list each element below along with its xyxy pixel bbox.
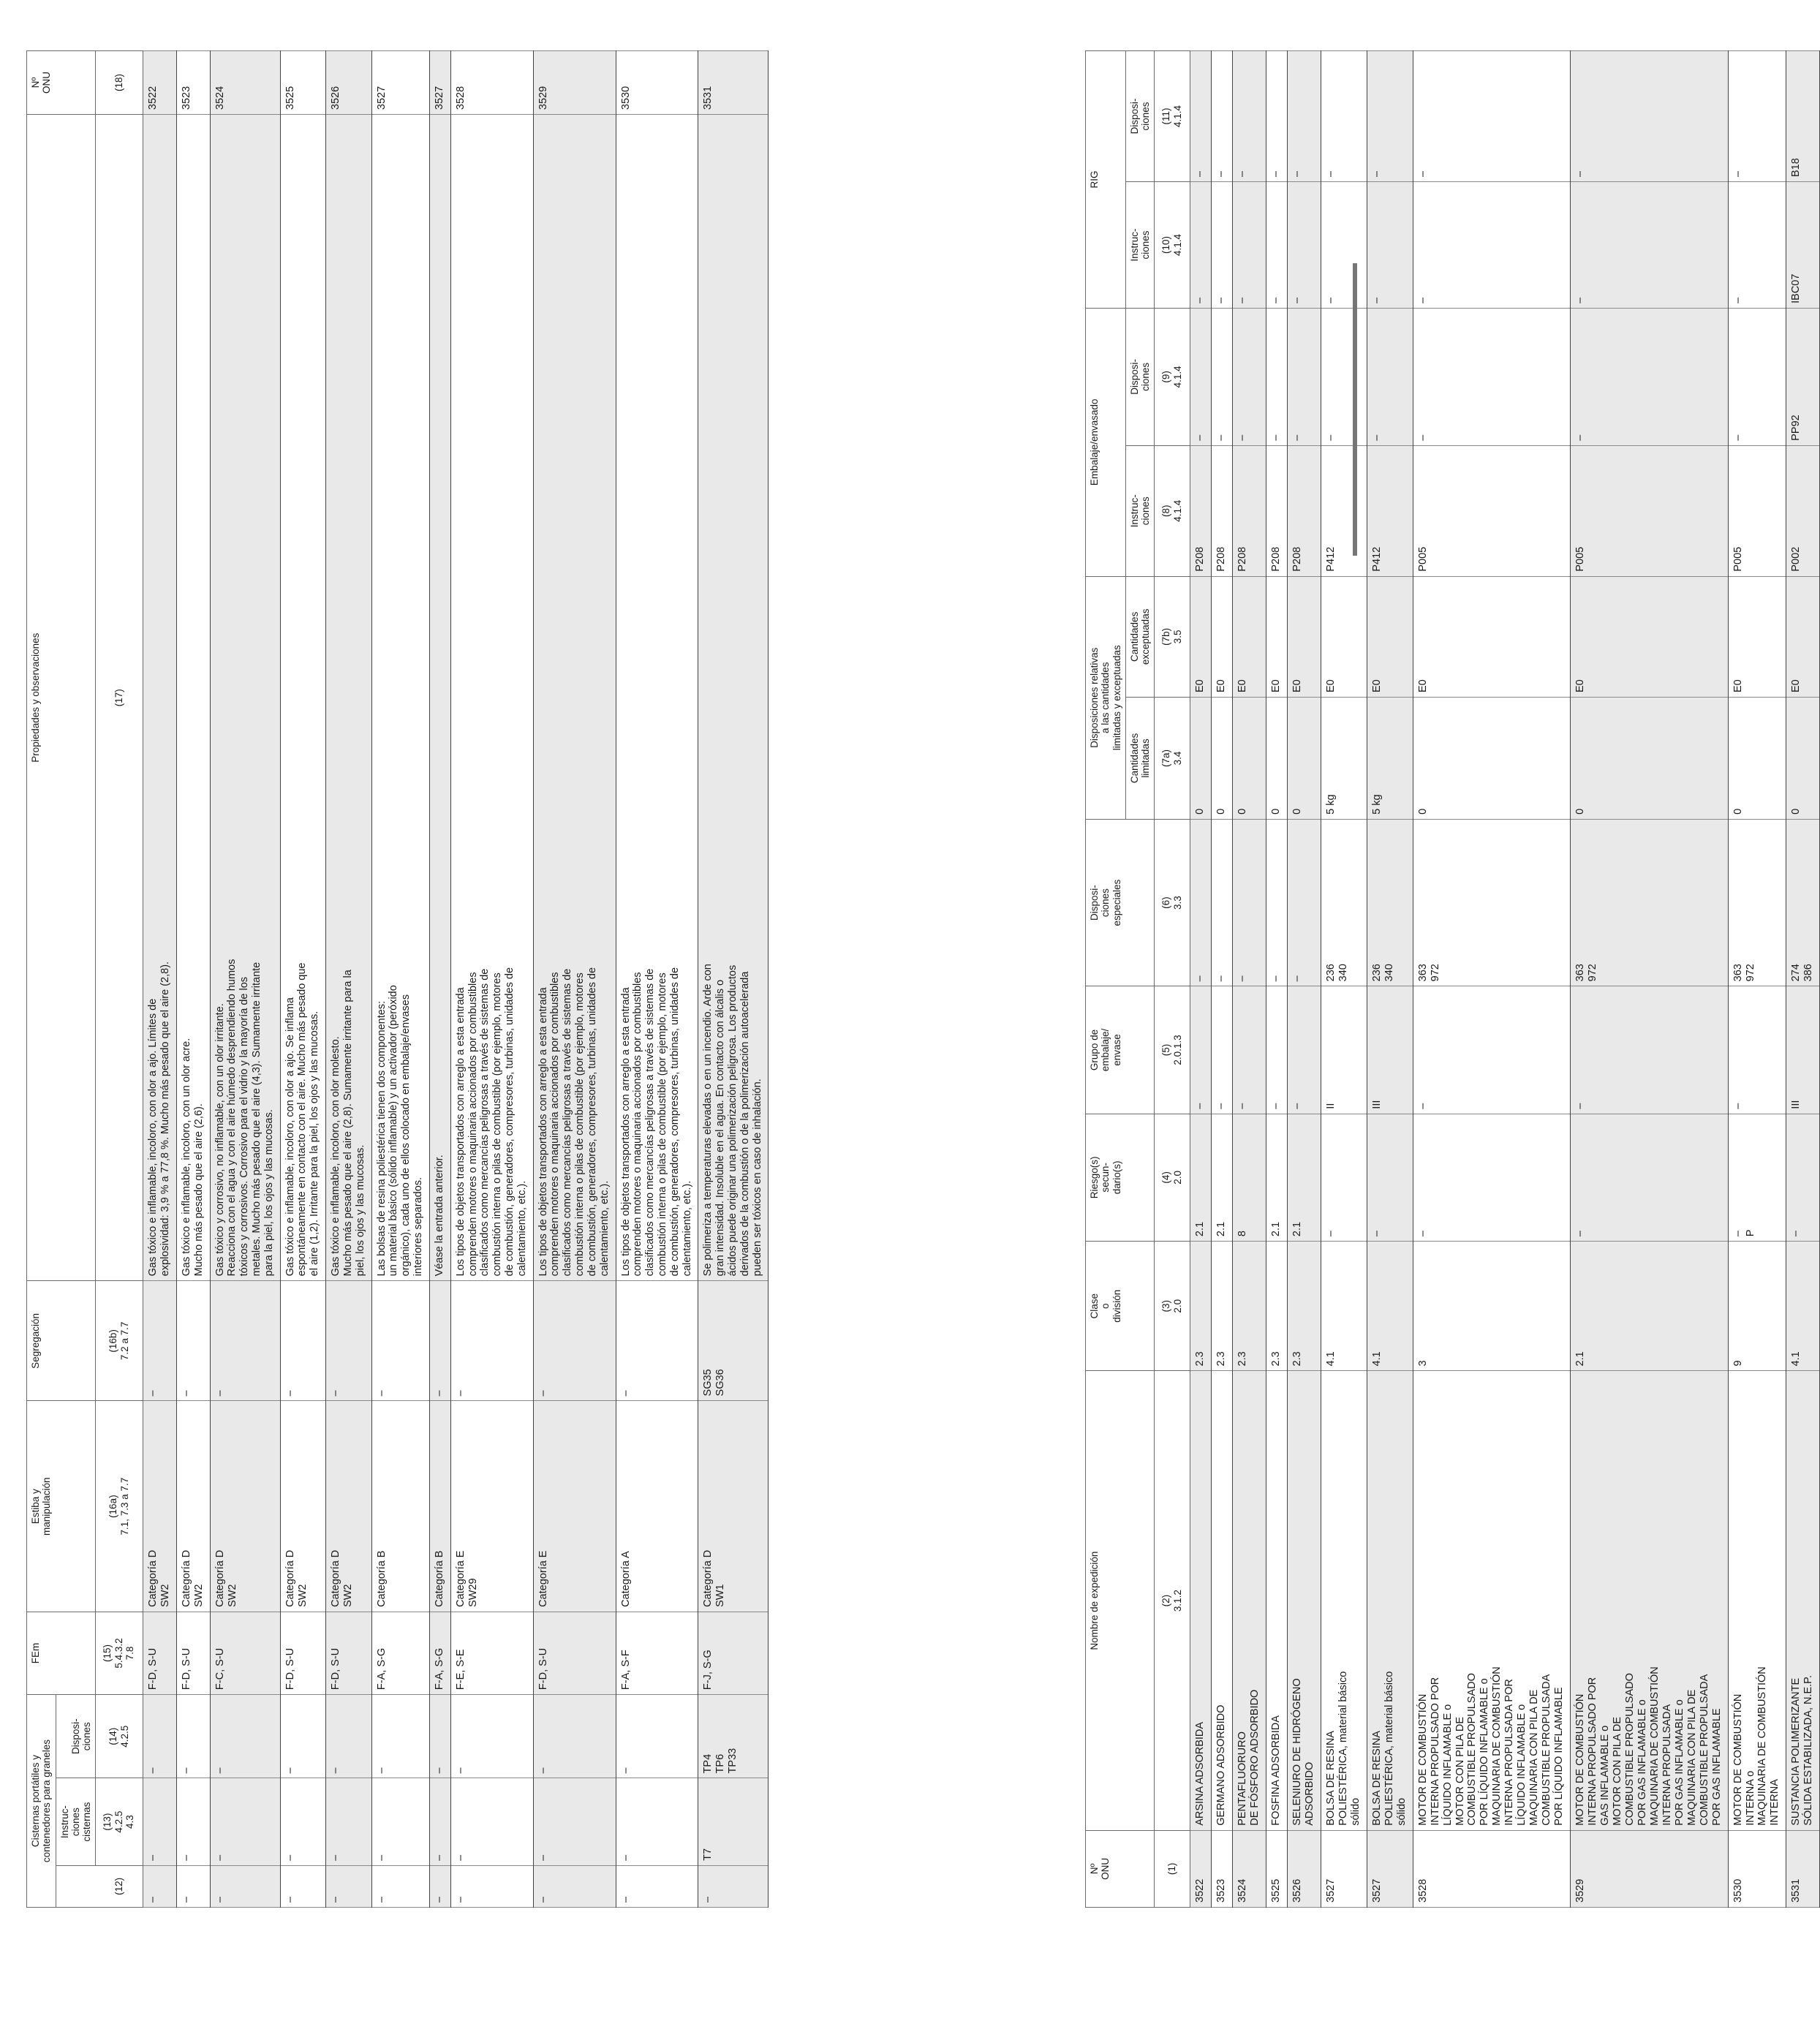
right_table-column-ref: (15) 5.4.3.2 7.8 bbox=[96, 1612, 143, 1694]
packing-provision-cell: – bbox=[1266, 308, 1288, 445]
tank-column-12-cell: – bbox=[429, 1865, 450, 1907]
right_table-column-ref: (17) bbox=[96, 115, 143, 1281]
special-provisions-cell: – bbox=[1233, 819, 1266, 986]
table-row bbox=[450, 51, 533, 1908]
shipping-name-cell: BOLSA DE RESINA POLIESTÉRICA, material básico sólido bbox=[1321, 1371, 1367, 1830]
class-cell: 2.3 bbox=[1190, 1242, 1212, 1371]
un-number-cell: 3524 bbox=[210, 51, 280, 115]
header-shipping-name: Nombre de expedición bbox=[1086, 1371, 1155, 1830]
tank-column-12-cell: – bbox=[210, 1865, 280, 1907]
table-row bbox=[1288, 51, 1321, 1908]
left_table-column-ref: (7b) 3.5 bbox=[1155, 576, 1190, 697]
packing-instruction-cell: P005 bbox=[1413, 445, 1570, 576]
packing-instruction-cell: P412 bbox=[1321, 445, 1367, 576]
packing-provision-cell: – bbox=[1212, 308, 1233, 445]
un-number-cell: 3527 bbox=[1321, 1830, 1367, 1907]
shipping-name-cell: SUSTANCIA POLIMERIZANTE SÓLIDA ESTABILIZADA, N.E.P. bbox=[1786, 1371, 1820, 1830]
un-number-cell: 3529 bbox=[533, 51, 616, 115]
table-row bbox=[1321, 51, 1367, 1908]
subsidiary-risk-cell: 2.1 bbox=[1190, 1114, 1212, 1241]
tank-instruction-cell: – bbox=[429, 1778, 450, 1865]
ems-code-cell: F-A, S-G bbox=[429, 1612, 450, 1694]
header-limited-excepted: Disposiciones relativas a las cantidades limitadas y exceptuadas bbox=[1086, 576, 1126, 819]
un-number-cell: 3530 bbox=[1728, 1830, 1786, 1907]
left_table-column-ref: (4) 2.0 bbox=[1155, 1114, 1190, 1241]
header-ibc: RIG bbox=[1086, 51, 1126, 309]
shipping-name-cell: MOTOR DE COMBUSTIÓN INTERNA o MAQUINARIA DE COMBUSTIÓN INTERNA bbox=[1728, 1371, 1786, 1830]
table-row bbox=[1190, 51, 1212, 1908]
excepted-quantity-cell: E0 bbox=[1212, 576, 1233, 697]
un-number-cell: 3527 bbox=[1367, 1830, 1413, 1907]
tank-instruction-cell: – bbox=[326, 1778, 371, 1865]
ibc-instruction-cell: – bbox=[1233, 182, 1266, 309]
un-number-cell: 3527 bbox=[371, 51, 429, 115]
ibc-provision-cell: – bbox=[1233, 51, 1266, 182]
excepted-quantity-cell: E0 bbox=[1571, 576, 1728, 697]
tank-instruction-cell: – bbox=[616, 1778, 698, 1865]
properties-cell: Los tipos de objetos transportados con arreglo a esta entrada comprenden motores o maquinaria accionados por combustibles clasificados como mercancías peligrosas a través de sistemas de combustión interna o pilas de combustible (por ejemplo, motores de combustión, generadores, compresores, turbinas, unidades de calentamiento, etc.). bbox=[616, 115, 698, 1281]
ibc-provision-cell: – bbox=[1266, 51, 1288, 182]
header-segregation: Segregación bbox=[27, 1281, 96, 1401]
page-edge-bar bbox=[1353, 263, 1357, 556]
shipping-name-cell: SELENIURO DE HIDRÓGENO ADSORBIDO bbox=[1288, 1371, 1321, 1830]
class-cell: 4.1 bbox=[1321, 1242, 1367, 1371]
packing-group-cell: – bbox=[1233, 986, 1266, 1114]
header-packing: Embalaje/envasado bbox=[1086, 308, 1126, 576]
left_table-column-ref: (6) 3.3 bbox=[1155, 819, 1190, 986]
subsidiary-risk-cell: – bbox=[1786, 1114, 1820, 1241]
ibc-provision-cell: – bbox=[1321, 51, 1367, 182]
segregation-cell: – bbox=[429, 1281, 450, 1401]
segregation-cell: – bbox=[210, 1281, 280, 1401]
packing-group-cell: II bbox=[1321, 986, 1367, 1114]
class-cell: 4.1 bbox=[1367, 1242, 1413, 1371]
packing-provision-cell: – bbox=[1233, 308, 1266, 445]
ibc-provision-cell: – bbox=[1728, 51, 1786, 182]
ibc-provision-cell: B18 bbox=[1786, 51, 1820, 182]
shipping-name-cell: PENTAFLUORURO DE FÓSFORO ADSORBIDO bbox=[1233, 1371, 1266, 1830]
packing-instruction-cell: P002 bbox=[1786, 445, 1820, 576]
properties-cell: Gas tóxico e inflamable, incoloro, con olor a ajo. Límites de explosividad: 3,9 % a 77,8 %. Mucho más pesado que el aire (2,8). bbox=[143, 115, 176, 1281]
limited-quantity-cell: 0 bbox=[1786, 698, 1820, 820]
packing-instruction-cell: P208 bbox=[1190, 445, 1212, 576]
un-number-cell: 3529 bbox=[1571, 1830, 1728, 1907]
special-provisions-cell: 236 340 bbox=[1321, 819, 1367, 986]
ems-code-cell: F-A, S-F bbox=[616, 1612, 698, 1694]
subsidiary-risk-cell: 2.1 bbox=[1288, 1114, 1321, 1241]
properties-cell: Las bolsas de resina poliestérica tienen dos componentes: un material básico (sólido inflamable) y un activador (peróxido orgánico), cada uno de ellos colocado en embalaje/envases interiores separados. bbox=[371, 115, 429, 1281]
table-row bbox=[1571, 51, 1728, 1908]
table-row bbox=[616, 51, 698, 1908]
properties-cell: Véase la entrada anterior. bbox=[429, 115, 450, 1281]
class-cell: 2.3 bbox=[1288, 1242, 1321, 1371]
tank-instruction-cell: – bbox=[143, 1778, 176, 1865]
un-number-cell: 3523 bbox=[1212, 1830, 1233, 1907]
left_table-column-ref: (1) bbox=[1155, 1830, 1190, 1907]
subsidiary-risk-cell: 2.1 bbox=[1266, 1114, 1288, 1241]
special-provisions-cell: 363 972 bbox=[1728, 819, 1786, 986]
ibc-instruction-cell: – bbox=[1367, 182, 1413, 309]
packing-provision-cell: – bbox=[1288, 308, 1321, 445]
ibc-instruction-cell: – bbox=[1212, 182, 1233, 309]
subsidiary-risk-cell: – bbox=[1413, 1114, 1570, 1241]
ibc-provision-cell: – bbox=[1190, 51, 1212, 182]
shipping-name-cell: GERMANO ADSORBIDO bbox=[1212, 1371, 1233, 1830]
limited-quantity-cell: 0 bbox=[1212, 698, 1233, 820]
special-provisions-cell: 236 340 bbox=[1367, 819, 1413, 986]
stowage-cell: Categoría D SW2 bbox=[280, 1401, 325, 1612]
special-provisions-cell: – bbox=[1288, 819, 1321, 986]
tank-instruction-cell: – bbox=[280, 1778, 325, 1865]
header-tank-instructions: Instruc- ciones cisternas bbox=[56, 1778, 96, 1865]
excepted-quantity-cell: E0 bbox=[1288, 576, 1321, 697]
packing-instruction-cell: P208 bbox=[1288, 445, 1321, 576]
ems-code-cell: F-D, S-U bbox=[280, 1612, 325, 1694]
shipping-name-cell: MOTOR DE COMBUSTIÓN INTERNA PROPULSADO POR GAS INFLAMABLE o MOTOR CON PILA DE COMBUSTIBLE PROPULSADO POR GAS INFLAMABLE o MAQUINARIA DE COMBUSTIÓN INTERNA PROPULSADA POR GAS INFLAMABLE o MAQUINARIA CON PILA DE COMBUSTIBLE PROPULSADA POR GAS INFLAMABLE bbox=[1571, 1371, 1728, 1830]
ibc-instruction-cell: – bbox=[1288, 182, 1321, 309]
stowage-cell: Categoría A bbox=[616, 1401, 698, 1612]
special-provisions-cell: – bbox=[1212, 819, 1233, 986]
header-ibc-instructions: Instruc- ciones bbox=[1125, 182, 1155, 309]
packing-provision-cell: – bbox=[1190, 308, 1212, 445]
table-row bbox=[143, 51, 176, 1908]
left_table-column-ref: (3) 2.0 bbox=[1155, 1242, 1190, 1371]
packing-group-cell: – bbox=[1728, 986, 1786, 1114]
stowage-cell: Categoría D SW1 bbox=[698, 1401, 769, 1612]
right_table-column-ref: (13) 4.2.5 4.3 bbox=[96, 1778, 143, 1865]
table-row bbox=[1367, 51, 1413, 1908]
properties-cell: Gas tóxico e inflamable, incoloro, con olor molesto. Mucho más pesado que el aire (2,8). Sumamente irritante para la piel, los ojos y las mucosas. bbox=[326, 115, 371, 1281]
limited-quantity-cell: 0 bbox=[1190, 698, 1212, 820]
stowage-cell: Categoría B bbox=[429, 1401, 450, 1612]
ems-code-cell: F-A, S-G bbox=[371, 1612, 429, 1694]
special-provisions-cell: 363 972 bbox=[1571, 819, 1728, 986]
un-number-cell: 3530 bbox=[616, 51, 698, 115]
limited-quantity-cell: 0 bbox=[1266, 698, 1288, 820]
ibc-provision-cell: – bbox=[1413, 51, 1570, 182]
stowage-cell: Categoría D SW2 bbox=[326, 1401, 371, 1612]
tank-column-12-cell: – bbox=[143, 1865, 176, 1907]
packing-group-cell: – bbox=[1212, 986, 1233, 1114]
stowage-cell: Categoría E SW29 bbox=[450, 1401, 533, 1612]
tank-column-12-cell: – bbox=[280, 1865, 325, 1907]
tank-instruction-cell: – bbox=[533, 1778, 616, 1865]
ems-code-cell: F-J, S-G bbox=[698, 1612, 769, 1694]
right_table-column-ref: (16b) 7.2 a 7.7 bbox=[96, 1281, 143, 1401]
header-ems: FEm bbox=[27, 1612, 96, 1694]
header-properties: Propiedades y observaciones bbox=[27, 115, 96, 1281]
left_table-column-ref: (7a) 3.4 bbox=[1155, 698, 1190, 820]
packing-provision-cell: – bbox=[1413, 308, 1570, 445]
subsidiary-risk-cell: – bbox=[1367, 1114, 1413, 1241]
tank-provision-cell: – bbox=[280, 1695, 325, 1778]
un-number-cell: 3523 bbox=[176, 51, 210, 115]
class-cell: 3 bbox=[1413, 1242, 1570, 1371]
segregation-cell: – bbox=[616, 1281, 698, 1401]
properties-cell: Gas tóxico e inflamable, incoloro, con olor a ajo. Se inflama espontáneamente en contacto con el aire. Mucho más pesado que el aire (1,2). Irritante para la piel, los ojos y las mucosas. bbox=[280, 115, 325, 1281]
stowage-cell: Categoría D SW2 bbox=[176, 1401, 210, 1612]
stowage-cell: Categoría D SW2 bbox=[210, 1401, 280, 1612]
table-row bbox=[533, 51, 616, 1908]
packing-instruction-cell: P208 bbox=[1233, 445, 1266, 576]
un-number-cell: 3524 bbox=[1233, 1830, 1266, 1907]
packing-instruction-cell: P208 bbox=[1266, 445, 1288, 576]
header-packing-group: Grupo de embalaje/ envase bbox=[1086, 986, 1155, 1114]
shipping-name-cell: MOTOR DE COMBUSTIÓN INTERNA PROPULSADO POR LÍQUIDO INFLAMABLE o MOTOR CON PILA DE COMBUSTIBLE PROPULSADO POR LÍQUIDO INFLAMABLE o MAQUINARIA DE COMBUSTIÓN INTERNA PROPULSADA POR LÍQUIDO INFLAMABLE o MAQUINARIA CON PILA DE COMBUSTIBLE PROPULSADA POR LÍQUIDO INFLAMABLE bbox=[1413, 1371, 1570, 1830]
ibc-provision-cell: – bbox=[1212, 51, 1233, 182]
table-row bbox=[176, 51, 210, 1908]
packing-group-cell: – bbox=[1413, 986, 1570, 1114]
packing-group-cell: III bbox=[1367, 986, 1413, 1114]
table-row bbox=[1786, 51, 1820, 1908]
header-subsidiary-risk: Riesgo(s) secun- dario(s) bbox=[1086, 1114, 1155, 1241]
subsidiary-risk-cell: 2.1 bbox=[1212, 1114, 1233, 1241]
excepted-quantity-cell: E0 bbox=[1233, 576, 1266, 697]
tank-provision-cell: TP4 TP6 TP33 bbox=[698, 1695, 769, 1778]
right_table-column-ref: (12) bbox=[96, 1865, 143, 1907]
special-provisions-cell: – bbox=[1266, 819, 1288, 986]
limited-quantity-cell: 0 bbox=[1571, 698, 1728, 820]
packing-instruction-cell: P208 bbox=[1212, 445, 1233, 576]
packing-group-cell: – bbox=[1288, 986, 1321, 1114]
table-row bbox=[371, 51, 429, 1908]
packing-group-cell: – bbox=[1190, 986, 1212, 1114]
excepted-quantity-cell: E0 bbox=[1413, 576, 1570, 697]
left_table-column-ref: (5) 2.0.1.3 bbox=[1155, 986, 1190, 1114]
header-tank-provisions: Disposi- ciones bbox=[56, 1695, 96, 1778]
ibc-instruction-cell: – bbox=[1413, 182, 1570, 309]
tank-provision-cell: – bbox=[450, 1695, 533, 1778]
limited-quantity-cell: 5 kg bbox=[1321, 698, 1367, 820]
tank-instruction-cell: – bbox=[210, 1778, 280, 1865]
left_table-column-ref: (9) 4.1.4 bbox=[1155, 308, 1190, 445]
limited-quantity-cell: 0 bbox=[1728, 698, 1786, 820]
ibc-instruction-cell: – bbox=[1266, 182, 1288, 309]
ibc-provision-cell: – bbox=[1571, 51, 1728, 182]
class-cell: 9 bbox=[1728, 1242, 1786, 1371]
special-provisions-cell: 363 972 bbox=[1413, 819, 1570, 986]
tank-column-12-cell: – bbox=[616, 1865, 698, 1907]
packing-provision-cell: – bbox=[1571, 308, 1728, 445]
packing-instruction-cell: P005 bbox=[1728, 445, 1786, 576]
segregation-cell: – bbox=[326, 1281, 371, 1401]
tank-column-12-cell: – bbox=[371, 1865, 429, 1907]
packing-provision-cell: – bbox=[1367, 308, 1413, 445]
tank-instruction-cell: – bbox=[371, 1778, 429, 1865]
header-ibc-provisions: Disposi- ciones bbox=[1125, 51, 1155, 182]
tank-provision-cell: – bbox=[176, 1695, 210, 1778]
tank-provision-cell: – bbox=[326, 1695, 371, 1778]
un-number-cell: 3522 bbox=[1190, 1830, 1212, 1907]
limited-quantity-cell: 5 kg bbox=[1367, 698, 1413, 820]
ems-code-cell: F-C, S-U bbox=[210, 1612, 280, 1694]
dangerous-goods-list-right bbox=[26, 50, 769, 1908]
ibc-instruction-cell: – bbox=[1321, 182, 1367, 309]
un-number-cell: 3527 bbox=[429, 51, 450, 115]
tank-provision-cell: – bbox=[533, 1695, 616, 1778]
un-number-cell: 3522 bbox=[143, 51, 176, 115]
un-number-cell: 3526 bbox=[1288, 1830, 1321, 1907]
stowage-cell: Categoría D SW2 bbox=[143, 1401, 176, 1612]
shipping-name-cell: ARSINA ADSORBIDA bbox=[1190, 1371, 1212, 1830]
header-un-no: Nº ONU bbox=[1086, 1830, 1155, 1907]
header-excepted: Cantidades exceptuadas bbox=[1125, 576, 1155, 697]
table-row bbox=[1233, 51, 1266, 1908]
special-provisions-cell: 274 386 bbox=[1786, 819, 1820, 986]
packing-group-cell: III bbox=[1786, 986, 1820, 1114]
ibc-instruction-cell: – bbox=[1190, 182, 1212, 309]
table-row bbox=[280, 51, 325, 1908]
segregation-cell: – bbox=[176, 1281, 210, 1401]
table-row bbox=[210, 51, 280, 1908]
tank-column-12-cell: – bbox=[326, 1865, 371, 1907]
header-stowage: Estiba y manipulación bbox=[27, 1401, 96, 1612]
tank-provision-cell: – bbox=[210, 1695, 280, 1778]
header-limited: Cantidades limitadas bbox=[1125, 698, 1155, 820]
ibc-provision-cell: – bbox=[1288, 51, 1321, 182]
left_table-column-ref: (2) 3.1.2 bbox=[1155, 1371, 1190, 1830]
header-packing-instructions: Instruc- ciones bbox=[1125, 445, 1155, 576]
tank-provision-cell: – bbox=[429, 1695, 450, 1778]
subsidiary-risk-cell: – bbox=[1571, 1114, 1728, 1241]
left_table-column-ref: (10) 4.1.4 bbox=[1155, 182, 1190, 309]
right_table-column-ref: (18) bbox=[96, 51, 143, 115]
segregation-cell: – bbox=[450, 1281, 533, 1401]
segregation-cell: – bbox=[143, 1281, 176, 1401]
excepted-quantity-cell: E0 bbox=[1728, 576, 1786, 697]
subsidiary-risk-cell: – P bbox=[1728, 1114, 1786, 1241]
segregation-cell: SG35 SG36 bbox=[698, 1281, 769, 1401]
class-cell: 2.3 bbox=[1233, 1242, 1266, 1371]
tank-provision-cell: – bbox=[143, 1695, 176, 1778]
shipping-name-cell: FOSFINA ADSORBIDA bbox=[1266, 1371, 1288, 1830]
table-row bbox=[698, 51, 769, 1908]
properties-cell: Gas tóxico y corrosivo, no inflamable, con un olor irritante. Reacciona con el agua y con el aire húmedo desprendiendo humos tóxicos y corrosivos. Corrosivo para el vidrio y la mayoría de los metales. Mucho más pesado que el aire (4,3). Sumamente irritante para la piel, los ojos y las mucosas. bbox=[210, 115, 280, 1281]
un-number-cell: 3525 bbox=[1266, 1830, 1288, 1907]
packing-provision-cell: – bbox=[1321, 308, 1367, 445]
class-cell: 2.1 bbox=[1571, 1242, 1728, 1371]
properties-cell: Se polimeriza a temperaturas elevadas o en un incendio. Arde con gran intensidad. Insoluble en el agua. En contacto con álcalis o ácidos puede originar una polimerización peligrosa. Los productos derivados de la combustión o de la polimerización autoacelerada pueden ser tóxicos en caso de inhalación. bbox=[698, 115, 769, 1281]
un-number-cell: 3525 bbox=[280, 51, 325, 115]
header-class: Clase o división bbox=[1086, 1242, 1155, 1371]
ems-code-cell: F-D, S-U bbox=[176, 1612, 210, 1694]
tank-provision-cell: – bbox=[616, 1695, 698, 1778]
tank-provision-cell: – bbox=[371, 1695, 429, 1778]
packing-instruction-cell: P412 bbox=[1367, 445, 1413, 576]
right_table-column-ref: (14) 4.2.5 bbox=[96, 1695, 143, 1778]
dangerous-goods-list-left bbox=[1085, 50, 1820, 1908]
ibc-instruction-cell: – bbox=[1571, 182, 1728, 309]
tank-column-12-cell: – bbox=[176, 1865, 210, 1907]
class-cell: 4.1 bbox=[1786, 1242, 1820, 1371]
ems-code-cell: F-D, S-U bbox=[326, 1612, 371, 1694]
excepted-quantity-cell: E0 bbox=[1190, 576, 1212, 697]
tank-column-12-cell: – bbox=[450, 1865, 533, 1907]
packing-provision-cell: – bbox=[1728, 308, 1786, 445]
table-row bbox=[326, 51, 371, 1908]
special-provisions-cell: – bbox=[1190, 819, 1212, 986]
left_table-column-ref: (8) 4.1.4 bbox=[1155, 445, 1190, 576]
table-row bbox=[1413, 51, 1570, 1908]
shipping-name-cell: BOLSA DE RESINA POLIESTÉRICA, material básico sólido bbox=[1367, 1371, 1413, 1830]
tank-column-12-cell: – bbox=[533, 1865, 616, 1907]
ibc-instruction-cell: IBC07 bbox=[1786, 182, 1820, 309]
ibc-provision-cell: – bbox=[1367, 51, 1413, 182]
header-un-no-right: Nº ONU bbox=[27, 51, 96, 115]
limited-quantity-cell: 0 bbox=[1288, 698, 1321, 820]
limited-quantity-cell: 0 bbox=[1233, 698, 1266, 820]
table-row bbox=[1728, 51, 1786, 1908]
class-cell: 2.3 bbox=[1212, 1242, 1233, 1371]
tank-column-12-cell: – bbox=[698, 1865, 769, 1907]
table-row bbox=[429, 51, 450, 1908]
stowage-cell: Categoría E bbox=[533, 1401, 616, 1612]
subsidiary-risk-cell: – bbox=[1321, 1114, 1367, 1241]
ems-code-cell: F-D, S-U bbox=[533, 1612, 616, 1694]
segregation-cell: – bbox=[371, 1281, 429, 1401]
properties-cell: Gas tóxico e inflamable, incoloro, con un olor acre. Mucho más pesado que el aire (2,6). bbox=[176, 115, 210, 1281]
header-special-provisions: Disposi- ciones especiales bbox=[1086, 819, 1155, 986]
segregation-cell: – bbox=[280, 1281, 325, 1401]
packing-instruction-cell: P005 bbox=[1571, 445, 1728, 576]
stowage-cell: Categoría B bbox=[371, 1401, 429, 1612]
un-number-cell: 3528 bbox=[450, 51, 533, 115]
excepted-quantity-cell: E0 bbox=[1266, 576, 1288, 697]
table-row bbox=[1266, 51, 1288, 1908]
packing-group-cell: – bbox=[1266, 986, 1288, 1114]
segregation-cell: – bbox=[533, 1281, 616, 1401]
properties-cell: Los tipos de objetos transportados con arreglo a esta entrada comprenden motores o maquinaria accionados por combustibles clasificados como mercancías peligrosas a través de sistemas de combustión interna o pilas de combustible (por ejemplo, motores de combustión, generadores, compresores, turbinas, unidades de calentamiento, etc.). bbox=[450, 115, 533, 1281]
header-packing-provisions: Disposi- ciones bbox=[1125, 308, 1155, 445]
header-portable-tanks: Cisternas portátiles y contenedores para graneles bbox=[27, 1695, 56, 1908]
tank-instruction-cell: – bbox=[450, 1778, 533, 1865]
class-cell: 2.3 bbox=[1266, 1242, 1288, 1371]
ems-code-cell: F-E, S-E bbox=[450, 1612, 533, 1694]
packing-provision-cell: PP92 bbox=[1786, 308, 1820, 445]
excepted-quantity-cell: E0 bbox=[1786, 576, 1820, 697]
un-number-cell: 3526 bbox=[326, 51, 371, 115]
excepted-quantity-cell: E0 bbox=[1367, 576, 1413, 697]
tank-instruction-cell: – bbox=[176, 1778, 210, 1865]
right_table-column-ref: (16a) 7.1, 7.3 a 7.7 bbox=[96, 1401, 143, 1612]
subsidiary-risk-cell: 8 bbox=[1233, 1114, 1266, 1241]
un-number-cell: 3531 bbox=[1786, 1830, 1820, 1907]
packing-group-cell: – bbox=[1571, 986, 1728, 1114]
limited-quantity-cell: 0 bbox=[1413, 698, 1570, 820]
excepted-quantity-cell: E0 bbox=[1321, 576, 1367, 697]
un-number-cell: 3531 bbox=[698, 51, 769, 115]
properties-cell: Los tipos de objetos transportados con arreglo a esta entrada comprenden motores o maquinaria accionados por combustibles clasificados como mercancías peligrosas a través de sistemas de combustión interna o pilas de combustible (por ejemplo, motores de combustión, generadores, compresores, turbinas, unidades de calentamiento, etc.). bbox=[533, 115, 616, 1281]
ibc-instruction-cell: – bbox=[1728, 182, 1786, 309]
tank-instruction-cell: T7 bbox=[698, 1778, 769, 1865]
un-number-cell: 3528 bbox=[1413, 1830, 1570, 1907]
left_table-column-ref: (11) 4.1.4 bbox=[1155, 51, 1190, 182]
table-row bbox=[1212, 51, 1233, 1908]
ems-code-cell: F-D, S-U bbox=[143, 1612, 176, 1694]
